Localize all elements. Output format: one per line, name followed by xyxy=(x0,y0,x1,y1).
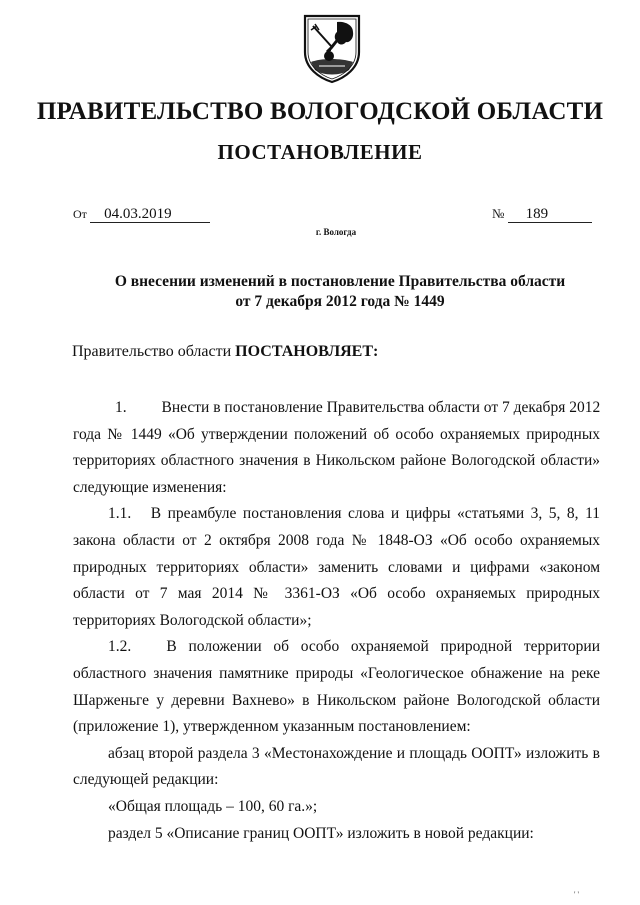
text-line: закона области от 2 октября 2008 года № 1848-ОЗ «Об особо охраняемых xyxy=(73,531,600,549)
subject-line: О внесении изменений в постановление Правительства области xyxy=(114,273,566,290)
preamble-decree: ПОСТАНОВЛЯЕТ: xyxy=(235,343,379,360)
paragraph-1 xyxy=(73,395,600,501)
text-line: территориях Вологодской области»; xyxy=(73,611,312,629)
text-line: 1. Внести в постановление Правительства области от 7 декабря 2012 xyxy=(115,399,601,416)
subject-line: от 7 декабря 2012 года № 1449 xyxy=(235,293,445,310)
document-subject xyxy=(80,272,600,312)
corner-mark: ' ' xyxy=(574,890,579,899)
text-line: области от 7 мая 2014 № 3361-ОЗ «Об особо охраняемых природных xyxy=(73,585,600,603)
text-line: Шарженьге у деревни Вахнево» в Никольском районе Вологодской области xyxy=(73,691,600,709)
paragraph-area xyxy=(73,794,600,821)
government-title: ПРАВИТЕЛЬСТВО ВОЛОГОДСКОЙ ОБЛАСТИ xyxy=(36,98,604,125)
text-line: следующей редакции: xyxy=(73,771,219,789)
number-value: 189 xyxy=(508,206,592,223)
text-line: 1.1. В преамбуле постановления слова и цифры «статьями 3, 5, 8, 11 xyxy=(108,505,600,523)
text-line: раздел 5 «Описание границ ООПТ» изложить в новой редакции: xyxy=(108,824,534,842)
paragraph-1-2 xyxy=(73,634,600,740)
paragraph-1-1 xyxy=(73,501,600,634)
vologda-coat-of-arms-icon xyxy=(301,12,363,84)
text-line: следующие изменения: xyxy=(73,478,227,496)
paragraph-section-5 xyxy=(73,821,600,848)
date-value: 04.03.2019 xyxy=(90,206,210,223)
city-label: г. Вологда xyxy=(315,227,357,237)
document-type: ПОСТАНОВЛЕНИЕ xyxy=(217,140,423,164)
text-line: природных территориях области» заменить словами и цифрами «законом xyxy=(73,558,600,576)
preamble xyxy=(72,343,378,361)
text-line: территориях областного значения в Никольском районе Вологодской области» xyxy=(73,452,600,470)
text-line: (приложение 1), утвержденном указанным постановлением: xyxy=(73,718,471,736)
number-label: № xyxy=(492,206,505,221)
text-line: 1.2. В положении об особо охраняемой природной территории xyxy=(108,638,600,656)
text-line: года № 1449 «Об утверждении положений об особо охраняемых природных xyxy=(73,425,600,443)
date-line xyxy=(73,206,210,223)
paragraph-section-3 xyxy=(73,741,600,794)
document-body xyxy=(73,395,600,847)
text-line: «Общая площадь – 100, 60 га.»; xyxy=(108,797,318,815)
text-line: абзац второй раздела 3 «Местонахождение и площадь ООПТ» изложить в xyxy=(108,744,600,762)
text-line: областного значения памятнике природы «Геологическое обнажение на реке xyxy=(73,664,600,682)
date-label: От xyxy=(73,207,87,221)
preamble-text: Правительство области xyxy=(72,343,236,360)
number-line xyxy=(492,206,592,223)
